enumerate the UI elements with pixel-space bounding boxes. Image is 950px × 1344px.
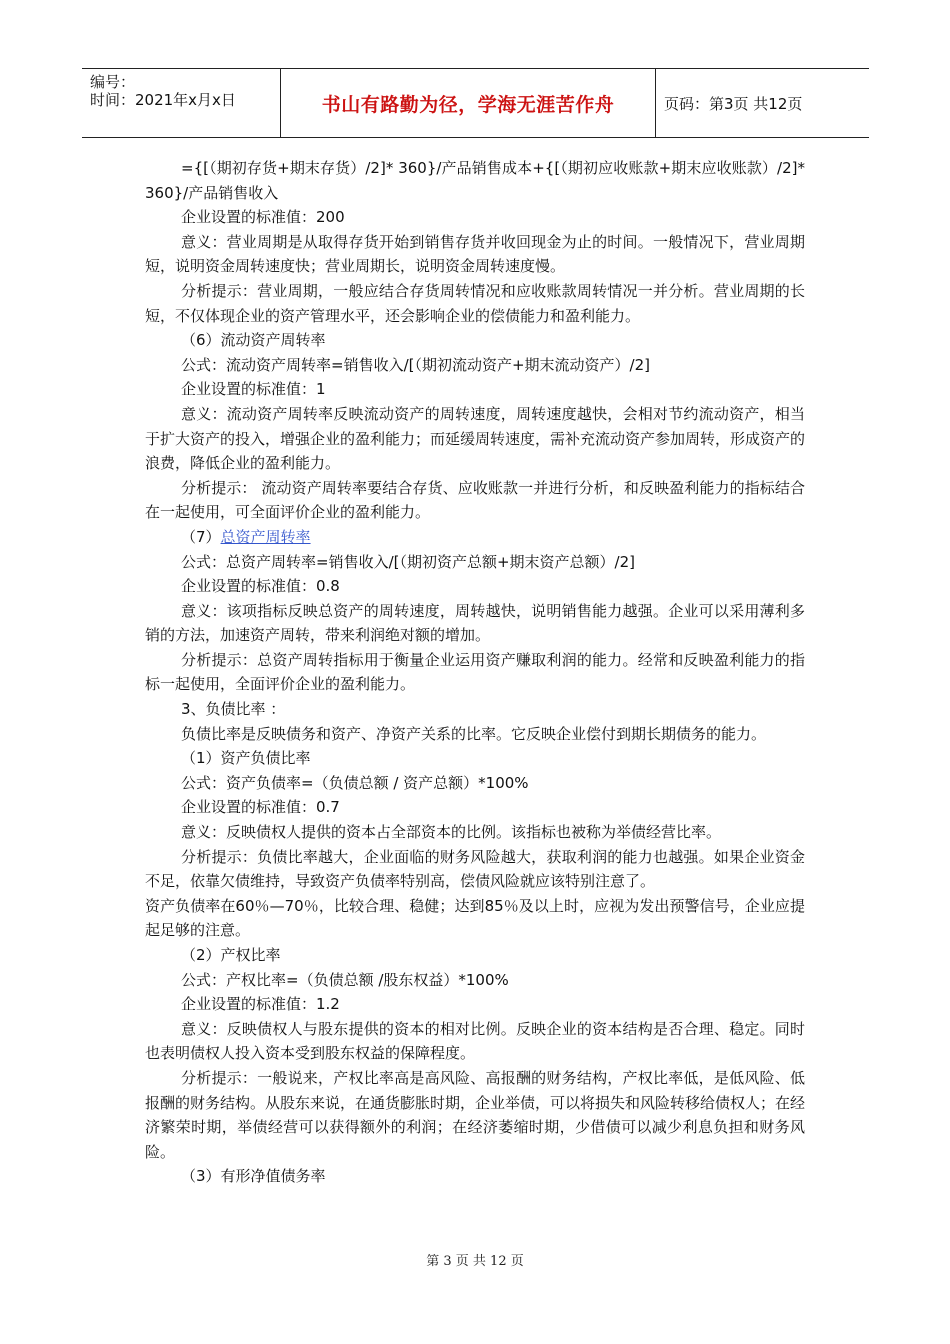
paragraph: 意义：流动资产周转率反映流动资产的周转速度，周转速度越快，会相对节约流动资产，相当于扩大资产的投入，增强企业的盈利能力；而延缓周转速度，需补充流动资产参加周转，形成资产的浪费，降低企业的盈利能力。 bbox=[145, 404, 806, 473]
document-number-label: 编号： bbox=[90, 73, 136, 91]
paragraph: 负债比率是反映债务和资产、净资产关系的比率。它反映企业偿付到期长期债务的能力。 bbox=[181, 724, 767, 743]
section-number: （7） bbox=[181, 527, 221, 546]
paragraph: 企业设置的标准值：1 bbox=[181, 380, 326, 399]
section-heading-with-link bbox=[145, 525, 805, 550]
paragraph: 公式：总资产周转率=销售收入/[（期初资产总额+期末资产总额）/2] bbox=[181, 552, 635, 571]
section-heading: （1）资产负债比率 bbox=[181, 749, 311, 768]
paragraph: 企业设置的标准值：0.7 bbox=[181, 798, 340, 817]
section-heading: （3）有形净值债务率 bbox=[181, 1167, 326, 1186]
header-motto-cell bbox=[281, 69, 656, 137]
paragraph: 公式：产权比率=（负债总额 /股东权益）*100% bbox=[181, 970, 509, 989]
paragraph: 意义：该项指标反映总资产的周转速度，周转越快，说明销售能力越强。企业可以采用薄利多销的方法，加速资产周转，带来利润绝对额的增加。 bbox=[145, 601, 805, 645]
paragraph: 意义：营业周期是从取得存货开始到销售存货并收回现金为止的时间。一般情况下，营业周期短，说明资金周转速度快；营业周期长，说明资金周转速度慢。 bbox=[145, 232, 805, 276]
paragraph: 分析提示： 流动资产周转率要结合存货、应收账款一并进行分析，和反映盈利能力的指标结合在一起使用，可全面评价企业的盈利能力。 bbox=[145, 478, 805, 522]
page-header bbox=[82, 68, 869, 138]
header-page-cell bbox=[656, 69, 869, 137]
paragraph: 意义：反映债权人与股东提供的资本的相对比例。反映企业的资本结构是否合理、稳定。同时也表明债权人投入资本受到股东权益的保障程度。 bbox=[145, 1019, 805, 1063]
paragraph: 分析提示：负债比率越大，企业面临的财务风险越大，获取利润的能力也越强。如果企业资金不足，依靠欠债维持，导致资产负债率特别高，偿债风险就应该特别注意了。 bbox=[145, 847, 805, 891]
header-meta-cell bbox=[82, 69, 281, 137]
page-footer: 第 3 页 共 12 页 bbox=[426, 1254, 524, 1269]
formula-continuation: ={[（期初存货+期末存货）/2]* 360}/产品销售成本+{[（期初应收账款+期末应收账款）/2]* 360}/产品销售收入 bbox=[145, 159, 805, 202]
section-heading: （6）流动资产周转率 bbox=[181, 331, 326, 350]
paragraph: 企业设置的标准值：0.8 bbox=[181, 577, 340, 596]
header-motto: 书山有路勤为径，学海无涯苦作舟 bbox=[321, 93, 615, 116]
paragraph: 企业设置的标准值：200 bbox=[181, 208, 345, 227]
total-asset-turnover-link[interactable]: 总资产周转率 bbox=[220, 527, 311, 546]
paragraph: 公式：流动资产周转率=销售收入/[（期初流动资产+期末流动资产）/2] bbox=[181, 355, 650, 374]
document-date: 时间：2021年x月x日 bbox=[90, 91, 236, 109]
paragraph: 分析提示：一般说来，产权比率高是高风险、高报酬的财务结构，产权比率低，是低风险、低报酬的财务结构。从股东来说，在通货膨胀时期，企业举债，可以将损失和风险转移给债权人；在经济繁荣时期，举债经营可以获得额外的利润；在经济萎缩时期，少借债可以减少利息负担和财务风险。 bbox=[145, 1068, 806, 1161]
paragraph: 公式：资产负债率=（负债总额 / 资产总额）*100% bbox=[181, 773, 529, 792]
paragraph: 分析提示：营业周期，一般应结合存货周转情况和应收账款周转情况一并分析。营业周期的长短，不仅体现企业的资产管理水平，还会影响企业的偿债能力和盈利能力。 bbox=[145, 281, 805, 325]
paragraph: 企业设置的标准值：1.2 bbox=[181, 995, 340, 1014]
paragraph: 意义：反映债权人提供的资本占全部资本的比例。该指标也被称为举债经营比率。 bbox=[181, 823, 722, 842]
paragraph: 资产负债率在60％—70％，比较合理、稳健；达到85％及以上时，应视为发出预警信号，企业应提起足够的注意。 bbox=[145, 896, 805, 940]
document-body bbox=[145, 156, 805, 1189]
section-heading: 3、负债比率 ： bbox=[181, 700, 286, 719]
paragraph: 分析提示：总资产周转指标用于衡量企业运用资产赚取利润的能力。经常和反映盈利能力的指标一起使用，全面评价企业的盈利能力。 bbox=[145, 650, 805, 694]
section-heading: （2）产权比率 bbox=[181, 946, 281, 964]
header-page-info: 页码：第3页 共12页 bbox=[664, 94, 803, 113]
